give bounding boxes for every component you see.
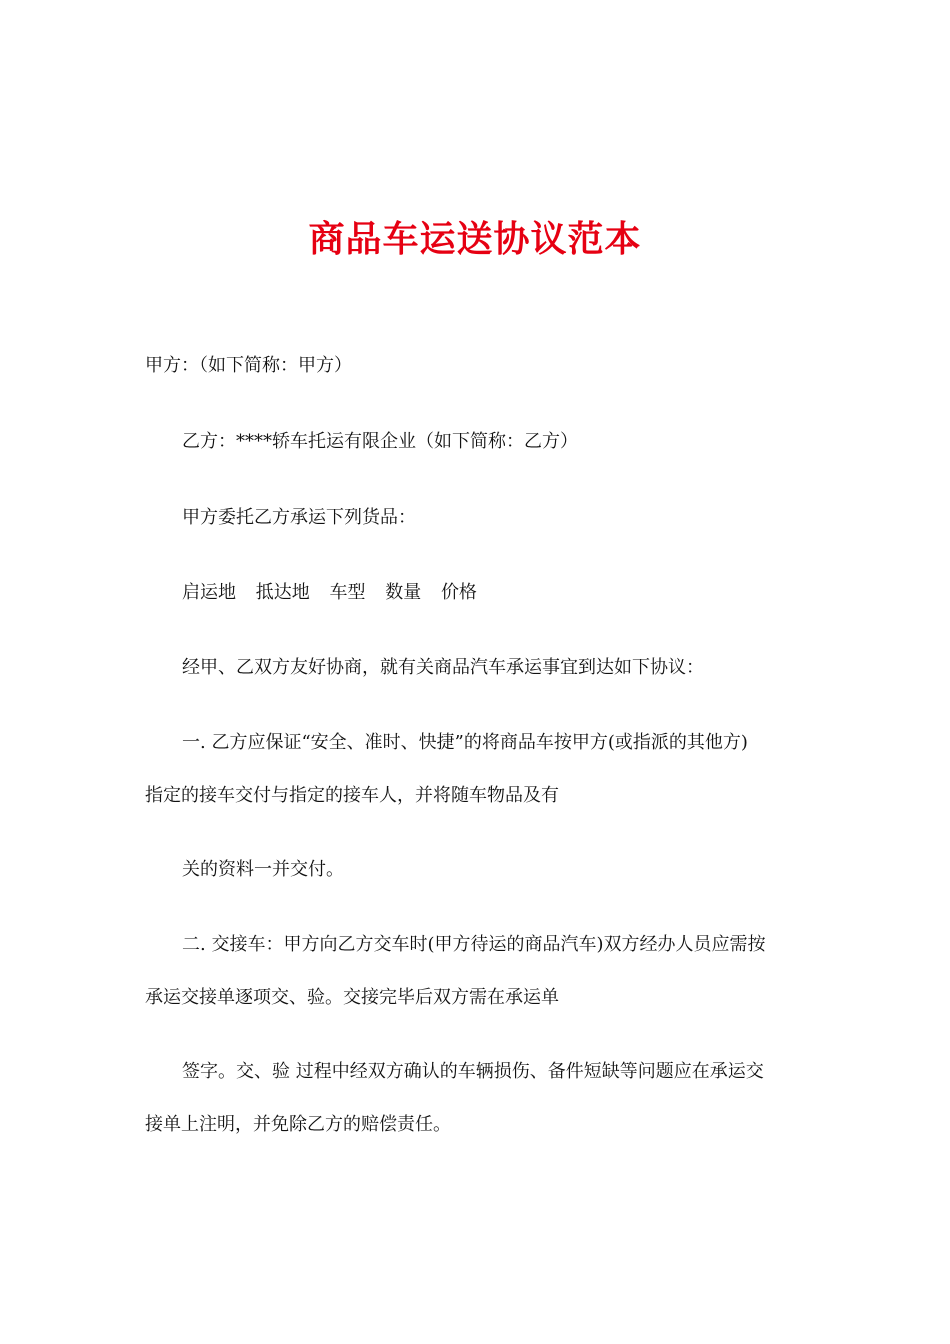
field-quantity: 数量 [385, 582, 422, 603]
clause-1-line-1: 一. 乙方应保证“安全、准时、快捷”的将商品车按甲方(或指派的其他方) [182, 732, 748, 753]
clause-1-line-3: 关的资料一并交付。 [182, 859, 344, 880]
agreement-intro-line: 经甲、乙双方友好协商，就有关商品汽车承运事宜到达如下协议： [182, 657, 704, 678]
clause-1-line-2: 指定的接车交付与指定的接车人，并将随车物品及有 [145, 785, 559, 806]
clause-2-line-1: 二. 交接车：甲方向乙方交车时(甲方待运的商品汽车)双方经办人员应需按 [182, 934, 766, 955]
party-b-line: 乙方：****轿车托运有限企业（如下简称：乙方） [182, 431, 578, 452]
field-vehicle-model: 车型 [329, 582, 366, 603]
clause-2-line-2: 承运交接单逐项交、验。交接完毕后双方需在承运单 [145, 987, 559, 1008]
field-destination: 抵达地 [255, 582, 310, 603]
clause-2-line-3: 签字。交、验 过程中经双方确认的车辆损伤、备件短缺等问题应在承运交 [182, 1061, 764, 1082]
entrust-line: 甲方委托乙方承运下列货品： [182, 507, 416, 528]
field-price: 价格 [440, 582, 477, 603]
document-title: 商品车运送协议范本 [308, 219, 642, 260]
cargo-fields-line [182, 580, 491, 606]
field-origin: 启运地 [182, 582, 236, 603]
clause-2-line-4: 接单上注明，并免除乙方的赔偿责任。 [145, 1114, 451, 1135]
party-a-line: 甲方：（如下简称：甲方） [145, 355, 352, 376]
